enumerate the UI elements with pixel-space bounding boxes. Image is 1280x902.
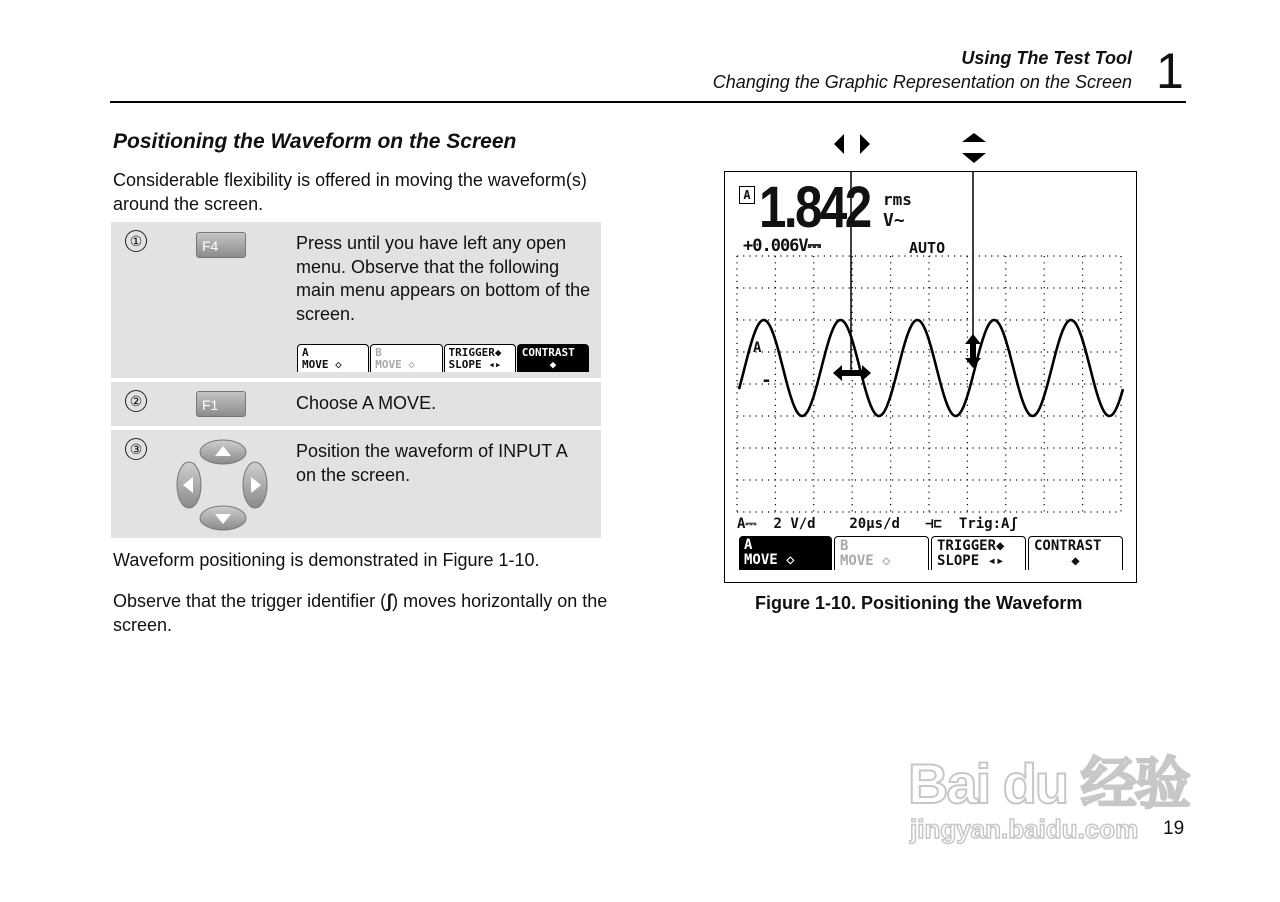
waveform-trace xyxy=(739,320,1123,416)
header-rule xyxy=(110,101,1186,103)
arrow-pad-icon[interactable] xyxy=(173,436,269,532)
softkey-b-move: B MOVE ◇ xyxy=(834,536,929,570)
offset-reading: +0.006V⎓ xyxy=(743,236,821,256)
main-menu-bar xyxy=(297,344,589,372)
step-number: ③ xyxy=(125,438,147,460)
down-arrow-icon xyxy=(962,153,986,163)
step-number: ① xyxy=(125,230,147,252)
graticule xyxy=(737,256,1121,512)
step-2 xyxy=(111,382,601,426)
step-text: Position the waveform of INPUT A on the screen. xyxy=(296,441,567,485)
menu-b-move: B MOVE ◇ xyxy=(370,344,442,372)
section-title: Positioning the Waveform on the Screen xyxy=(113,130,517,153)
chapter-title: Using The Test Tool xyxy=(961,48,1132,68)
softkey-trigger-slope: TRIGGER◆ SLOPE ◂▸ xyxy=(931,536,1026,570)
menu-trigger-slope: TRIGGER◆ SLOPE ◂▸ xyxy=(444,344,516,372)
horizontal-move-arrow-icon xyxy=(833,365,871,381)
step-number: ② xyxy=(125,390,147,412)
scope-softkey-bar xyxy=(739,536,1123,570)
right-arrow-icon xyxy=(860,134,870,154)
section-subtitle: Changing the Graphic Representation on the Screen xyxy=(712,72,1132,92)
watermark-logo: Bai du 经验 xyxy=(908,752,1189,815)
reading-unit-rms: rms xyxy=(883,190,912,209)
step-text: Press until you have left any open menu. Observe that the following main menu appears on bottom of the screen. xyxy=(296,233,591,324)
f4-key[interactable]: F4 xyxy=(196,232,246,258)
step-text: Choose A MOVE. xyxy=(296,393,437,413)
left-arrow-icon xyxy=(834,134,844,154)
scope-status-line: A⎓ 2 V/d 20µs/d ⊣⊏ Trig:Aʃ xyxy=(737,516,1018,532)
para-trigger-identifier: Observe that the trigger identifier (ʃ) moves horizontally on the screen. xyxy=(113,591,608,635)
trace-label-a: A xyxy=(753,340,762,356)
scope-screen xyxy=(724,171,1137,583)
f1-key[interactable]: F1 xyxy=(196,391,246,417)
step-3 xyxy=(111,430,601,538)
softkey-a-move: A MOVE ◇ xyxy=(739,536,832,570)
watermark-url: jingyan.baidu.com xyxy=(910,814,1139,844)
intro-paragraph: Considerable flexibility is offered in moving the waveform(s) around the screen. xyxy=(113,170,587,214)
softkey-contrast: CONTRAST ◆ xyxy=(1028,536,1123,570)
reading-unit-vac: V~ xyxy=(883,210,905,231)
menu-a-move: A MOVE ◇ xyxy=(297,344,369,372)
step-1 xyxy=(111,222,601,378)
ground-marker: - xyxy=(761,370,772,391)
menu-contrast: CONTRAST ◆ xyxy=(517,344,589,372)
page-number: 19 xyxy=(1163,818,1185,839)
chapter-number: 1 xyxy=(1156,43,1184,99)
up-arrow-icon xyxy=(962,133,986,142)
figure-caption: Figure 1-10. Positioning the Waveform xyxy=(755,593,1083,613)
trigger-identifier-icon: ʃ xyxy=(386,591,393,611)
channel-a-badge: A xyxy=(739,186,755,204)
auto-mode: AUTO xyxy=(909,239,946,257)
main-reading: 1.842 xyxy=(759,175,870,240)
para-demonstrated: Waveform positioning is demonstrated in Figure 1-10. xyxy=(113,550,540,570)
